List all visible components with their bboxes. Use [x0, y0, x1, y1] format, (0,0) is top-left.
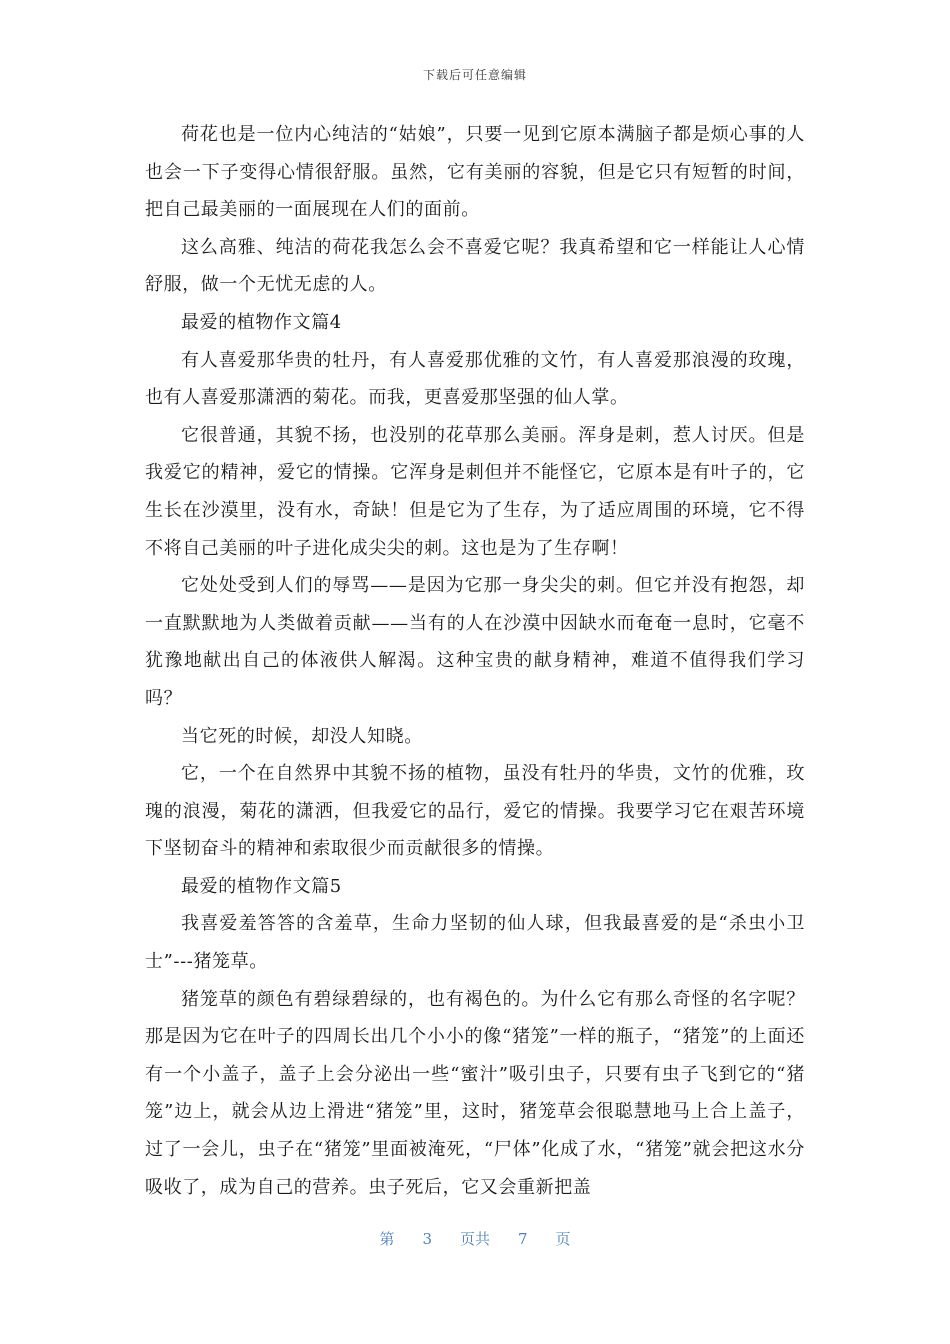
paragraph: 它很普通，其貌不扬，也没别的花草那么美丽。浑身是刺，惹人讨厌。但是我爱它的精神，爱它的情操。它浑身是刺但并不能怪它，它原本是有叶子的，它生长在沙漠里，没有水，奇缺！但是它为了生存，为了适应周围的环境，它不得不将自己美丽的叶子进化成尖尖的刺。这也是为了生存啊！	[145, 424, 805, 559]
paragraph: 我喜爱羞答答的含羞草，生命力坚韧的仙人球，但我最喜爱的是“杀虫小卫士”---猪笼草。	[145, 913, 805, 973]
paragraph: 有人喜爱那华贵的牡丹，有人喜爱那优雅的文竹，有人喜爱那浪漫的玫瑰，也有人喜爱那潇洒的菊花。而我，更喜爱那坚强的仙人掌。	[145, 349, 805, 409]
footer-di: 第	[379, 1230, 395, 1248]
section-title: 最爱的植物作文篇5	[181, 875, 342, 897]
paragraph: 猪笼草的颜色有碧绿碧绿的，也有褐色的。为什么它有那么奇怪的名字呢？那是因为它在叶子的四周长出几个小小的像“猪笼”一样的瓶子，“猪笼”的上面还有一个小盖子，盖子上会分泌出一些“蜜汁”吸引虫子，只要有虫子飞到它的“猪笼”边上，就会从边上滑进“猪笼”里，这时，猪笼草会很聪慧地马上合上盖子，过了一会儿，虫子在“猪笼”里面被淹死，“尸体”化成了水，“猪笼”就会把这水分吸收了，成为自己的营养。虫子死后，它又会重新把盖	[145, 988, 805, 1198]
page-header: 下载后可任意编辑	[422, 68, 527, 82]
footer-ye: 页	[555, 1230, 571, 1248]
paragraph: 这么高雅、纯洁的荷花我怎么会不喜爱它呢？我真希望和它一样能让人心情舒服，做一个无忧无虑的人。	[145, 236, 805, 296]
document-body	[145, 116, 805, 1206]
footer-total-pages: 7	[518, 1230, 528, 1248]
paragraph: 它，一个在自然界中其貌不扬的植物，虽没有牡丹的华贵，文竹的优雅，玫瑰的浪漫，菊花的潇洒，但我爱它的品行，爱它的情操。我要学习它在艰苦环境下坚韧奋斗的精神和索取很少而贡献很多的情操。	[145, 763, 805, 860]
page-footer	[0, 1228, 950, 1249]
section-title: 最爱的植物作文篇4	[181, 311, 342, 333]
paragraph: 它处处受到人们的辱骂——是因为它那一身尖尖的刺。但它并没有抱怨，却一直默默地为人类做着贡献——当有的人在沙漠中因缺水而奄奄一息时，它毫不犹豫地献出自己的体液供人解渴。这种宝贵的献身精神，难道不值得我们学习吗？	[145, 575, 805, 709]
footer-page-number: 3	[422, 1230, 432, 1248]
paragraph: 荷花也是一位内心纯洁的“姑娘”，只要一见到它原本满脑子都是烦心事的人也会一下子变得心情很舒服。虽然，它有美丽的容貌，但是它只有短暂的时间，把自己最美丽的一面展现在人们的面前。	[145, 124, 805, 221]
footer-ye-gong: 页共	[459, 1230, 490, 1248]
paragraph: 当它死的时候，却没人知晓。	[181, 725, 423, 747]
